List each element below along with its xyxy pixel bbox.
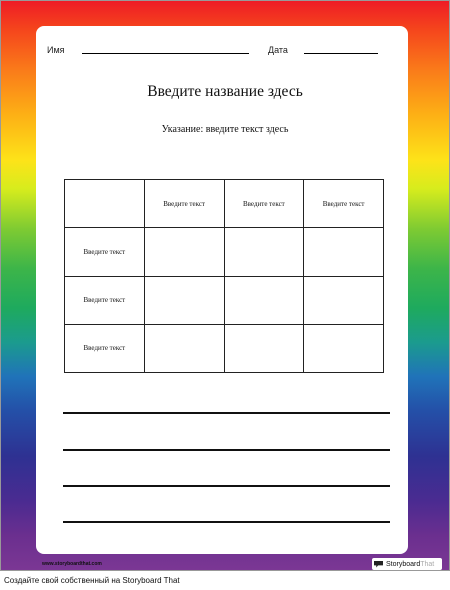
table-header-cell[interactable]: Введите текст <box>144 180 224 228</box>
caption-link[interactable]: Создайте свой собственный на Storyboard That <box>4 576 180 585</box>
table-header-cell[interactable]: Введите текст <box>304 180 384 228</box>
writing-line[interactable] <box>63 449 390 451</box>
instruction-text[interactable]: Указание: введите текст здесь <box>161 124 289 135</box>
table-cell[interactable] <box>224 276 304 324</box>
writing-line[interactable] <box>63 412 390 414</box>
table-cell[interactable] <box>144 276 224 324</box>
storyboard-logo[interactable] <box>372 558 442 570</box>
chart-table <box>64 179 384 373</box>
logo-text-light: That <box>420 560 435 568</box>
footer-url[interactable]: www.storyboardthat.com <box>42 561 102 567</box>
table-corner-cell[interactable] <box>65 180 145 228</box>
writing-line[interactable] <box>63 521 390 523</box>
writing-line[interactable] <box>63 485 390 487</box>
name-field[interactable] <box>82 53 249 54</box>
table-cell[interactable] <box>224 324 304 372</box>
table-header-cell[interactable]: Введите текст <box>224 180 304 228</box>
table-cell[interactable] <box>224 228 304 276</box>
table-row <box>65 276 384 324</box>
logo-text: Storyboard <box>386 560 421 568</box>
table-row-label[interactable]: Введите текст <box>65 228 145 276</box>
table-cell[interactable] <box>144 324 224 372</box>
table-row-label[interactable]: Введите текст <box>65 276 145 324</box>
table-row <box>65 228 384 276</box>
table-row-label[interactable]: Введите текст <box>65 324 145 372</box>
page-title[interactable]: Введите название здесь <box>147 83 303 100</box>
table-header-row <box>65 180 384 228</box>
date-label: Дата <box>268 45 288 55</box>
table-cell[interactable] <box>304 276 384 324</box>
name-label: Имя <box>47 45 65 55</box>
table-cell[interactable] <box>304 324 384 372</box>
table-row <box>65 324 384 372</box>
table-cell[interactable] <box>304 228 384 276</box>
date-field[interactable] <box>304 53 378 54</box>
table-cell[interactable] <box>144 228 224 276</box>
speech-bubble-icon <box>374 561 383 568</box>
